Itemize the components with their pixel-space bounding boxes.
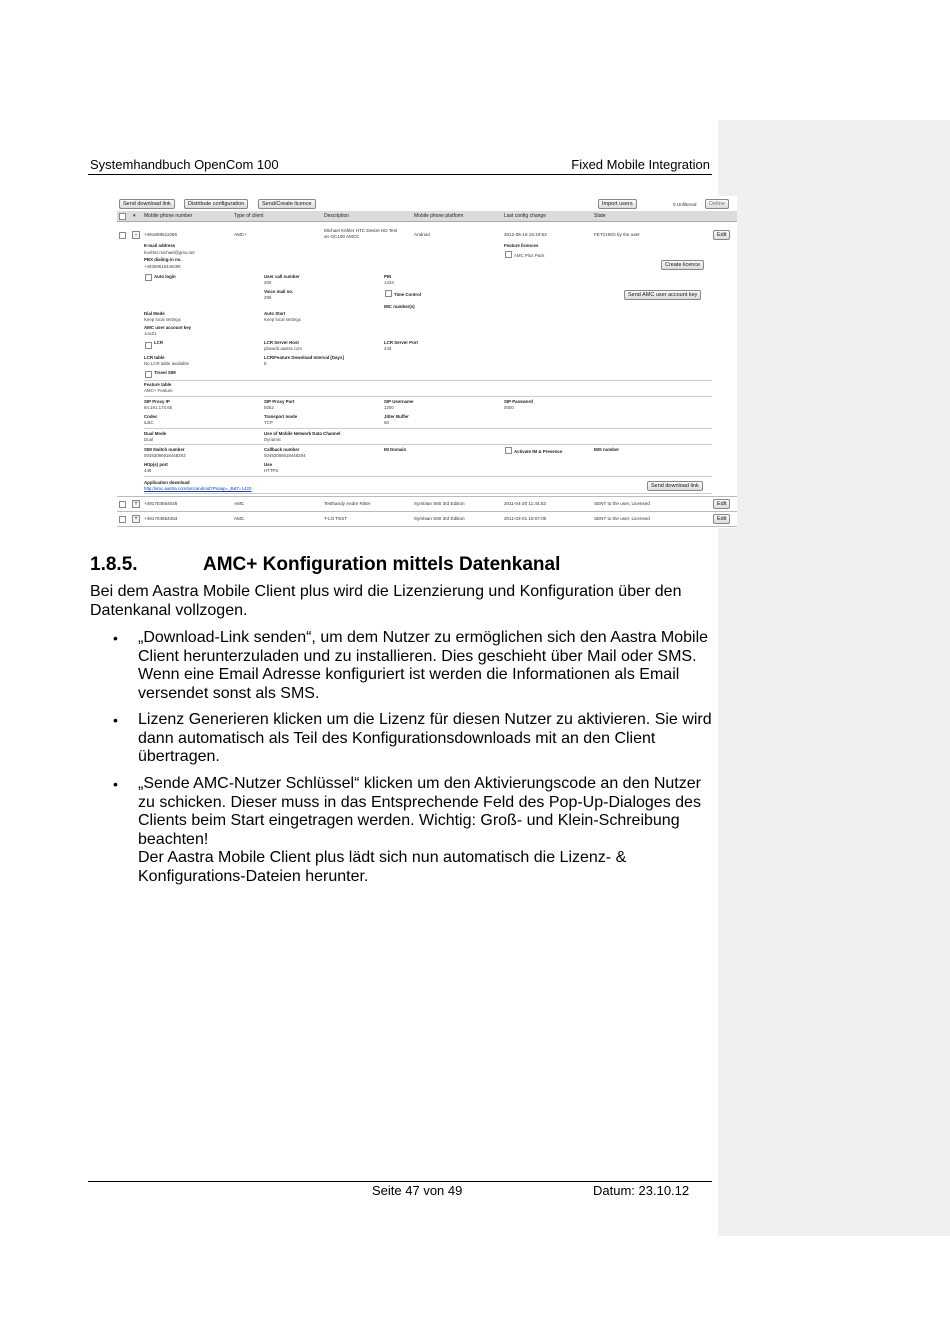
header-rule xyxy=(88,174,712,175)
bullet-icon: • xyxy=(113,776,118,792)
expand-icon[interactable]: + xyxy=(132,500,140,508)
section-title: AMC+ Konfiguration mittels Datenkanal xyxy=(203,554,561,575)
ims-label: IMS number xyxy=(594,447,620,452)
sip-port-label: SIP Proxy Port xyxy=(264,399,295,404)
filter-status: 0 Unfiltered xyxy=(673,202,697,207)
footer-date: Datum: 23.10.12 xyxy=(593,1183,690,1198)
list-item-note: Der Aastra Mobile Client plus lädt sich nun automatisch die Lizenz- & Konfigurations-Dateien herunter. xyxy=(138,849,627,885)
lcr-table-value: No LCR table available xyxy=(144,361,189,366)
amc-key-label: AMC user account key xyxy=(144,325,192,330)
voice-mail-label: Voice mail no. xyxy=(264,289,294,294)
app-download-label: Application download xyxy=(144,480,190,485)
send-download-link-button[interactable]: Send download link xyxy=(647,481,703,491)
feature-licence-checkbox[interactable] xyxy=(505,251,512,258)
https-port-label: Http(s) port xyxy=(144,462,168,467)
sip-pass-label: SIP Password xyxy=(504,399,533,404)
row-divider xyxy=(117,526,737,527)
lcr-checkbox[interactable] xyxy=(145,342,152,349)
cell-state: FETCHED by the user xyxy=(594,232,640,237)
dual-mode-value: Dual xyxy=(144,437,154,442)
jitter-value: 60 xyxy=(384,420,389,425)
divider xyxy=(144,380,712,381)
divider xyxy=(144,493,712,494)
time-control-checkbox[interactable] xyxy=(385,290,392,297)
cell-description: Testhandy Andre Ritter xyxy=(324,501,371,506)
feature-table-value: AMC+ Feature xyxy=(144,388,173,393)
embedded-screenshot xyxy=(117,196,737,528)
define-button[interactable]: Define xyxy=(705,199,729,209)
column-header[interactable]: State xyxy=(594,213,606,219)
send-create-licence-button[interactable]: Send/Create licence xyxy=(258,199,316,209)
use-label: Use xyxy=(264,462,273,467)
divider xyxy=(144,396,712,397)
cell-type: AMC xyxy=(234,516,245,521)
import-users-button[interactable]: Import users xyxy=(598,199,637,209)
feature-licence-value: AMC Plus Pack xyxy=(514,253,545,258)
cell-description: T-LO TEST xyxy=(324,516,348,521)
cell-platform: Symbian S60 3rd Edition xyxy=(414,516,465,521)
cell-state: SENT to the user, Licensed xyxy=(594,501,650,506)
dial-mode-value: Keep local settings xyxy=(144,317,181,322)
user-call-value: 200 xyxy=(264,280,272,285)
callback-value: 00493086918448294 xyxy=(264,453,306,458)
column-header[interactable]: Last config change xyxy=(504,213,546,219)
send-amc-key-button[interactable]: Send AMC user account key xyxy=(624,290,701,300)
expand-column-header: ▾ xyxy=(133,213,136,219)
edit-button[interactable]: Edit xyxy=(713,499,730,509)
feature-licences-label: Feature licences xyxy=(504,243,539,248)
cell-description: Michael Köhler HTC Desire HD Test xyxy=(324,228,398,233)
cell-number: +491704554453 xyxy=(144,516,178,521)
auto-login-checkbox[interactable] xyxy=(145,274,152,281)
time-control-label: Time Control xyxy=(394,292,421,297)
amc-key-value: 1ooZ1 xyxy=(144,331,157,336)
travel-sim-checkbox[interactable] xyxy=(145,371,152,378)
auto-start-label: Auto Start xyxy=(264,311,286,316)
select-all-checkbox[interactable] xyxy=(119,213,126,220)
list-item-text: Lizenz Generieren klicken um die Lizenz für diesen Nutzer zu aktivieren. Sie wird dann automatisch als Teil des Konfigurationsdownloads mit an den Client übertragen. xyxy=(138,711,712,765)
activate-im-label: Activate IM & Presence xyxy=(514,449,563,454)
lcr-port-value: 443 xyxy=(384,346,392,351)
section-number: 1.8.5. xyxy=(90,554,138,575)
row-checkbox[interactable] xyxy=(119,232,126,239)
header-right: Fixed Mobile Integration xyxy=(571,157,710,172)
list-item-text: „Sende AMC-Nutzer Schlüssel“ klicken um den Aktivierungscode an den Nutzer zu schicken. Dieser muss in das Entsprechende Feld des Pop-Up-Dialoges des Clients beim Start eingetragen werden. Wichtig: Groß- und Klein-Schreibung beachten! xyxy=(138,775,701,848)
sip-user-value: 1200 xyxy=(384,405,394,410)
lcr-port-label: LCR Server Port xyxy=(384,340,418,345)
footer-page-number: Seite 47 von 49 xyxy=(372,1183,463,1198)
edit-button[interactable]: Edit xyxy=(713,514,730,524)
lcr-interval-value: 8 xyxy=(264,361,267,366)
cell-number: +491608511065 xyxy=(144,232,177,237)
list-item xyxy=(113,775,718,886)
user-call-label: User call number xyxy=(264,274,300,279)
list-item xyxy=(113,711,718,767)
lcr-table-label: LCR table xyxy=(144,355,165,360)
distribute-configuration-button[interactable]: Distribute configuration xyxy=(184,199,248,209)
mobile-data-label: Use of Mobile Network Data Channel xyxy=(264,431,341,436)
sip-user-label: SIP Username xyxy=(384,399,414,404)
table-header xyxy=(117,211,737,222)
sim-switch-label: SIM Switch number xyxy=(144,447,185,452)
auto-start-value: Keep local settings xyxy=(264,317,301,322)
row-checkbox[interactable] xyxy=(119,516,126,523)
divider xyxy=(144,428,712,429)
cell-last-change: 2011-03-01 15:07:00 xyxy=(504,516,547,521)
pbx-value: +49308618448296 xyxy=(144,264,181,269)
dual-mode-label: Dual Mode xyxy=(144,431,167,436)
cell-last-change: 2011-04-20 11:44:53 xyxy=(504,501,546,506)
cell-number: +491704554046 xyxy=(144,501,178,506)
column-header[interactable]: Mobile phone platform xyxy=(414,213,464,219)
jitter-label: Jitter Buffer xyxy=(384,414,409,419)
bullet-icon: • xyxy=(113,712,118,728)
sim-switch-value: 00493086918448293 xyxy=(144,453,186,458)
transport-label: Transport mode xyxy=(264,414,298,419)
auto-login-label: Auto login xyxy=(154,274,176,279)
column-header[interactable]: Description xyxy=(324,213,350,219)
bullet-icon: • xyxy=(113,630,118,646)
cell-state: SENT to the user, Licensed xyxy=(594,516,650,521)
voice-mail-value: 299 xyxy=(264,295,272,300)
intro-paragraph: Bei dem Aastra Mobile Client plus wird die Lizenzierung und Konfiguration über den Datenkanal vollzogen. xyxy=(90,583,682,619)
cell-type: AMC xyxy=(234,501,245,506)
divider xyxy=(144,444,712,445)
activate-im-checkbox[interactable] xyxy=(505,447,512,454)
cell-description: an OC100 AMCC xyxy=(324,234,360,239)
sip-port-value: 5062 xyxy=(264,405,274,410)
collapse-icon[interactable]: - xyxy=(132,231,140,239)
lcr-interval-label: LCR/Feature Download Interval [Days] xyxy=(264,355,344,360)
pin-label: PIN xyxy=(384,274,392,279)
travel-sim-label: Travel SIM xyxy=(154,370,176,375)
footer-rule xyxy=(88,1181,712,1182)
use-value: HTTPS xyxy=(264,468,279,473)
cell-type: AMC+ xyxy=(234,232,247,237)
edit-button[interactable]: Edit xyxy=(713,230,730,240)
list-item xyxy=(113,629,718,703)
email-value: koehler.michael@gmx.net xyxy=(144,250,195,255)
lcr-label: LCR xyxy=(154,340,164,345)
dial-mode-label: Dial Mode xyxy=(144,311,165,316)
expand-icon[interactable]: + xyxy=(132,515,140,523)
column-header[interactable]: Mobile phone number xyxy=(144,213,193,219)
im-domain-label: IM Domain xyxy=(384,447,407,452)
app-download-link[interactable]: http://amc.aastra.com/amcandroid?Pnaap=_B&T=1420 xyxy=(144,486,252,491)
cell-last-change: 2012-05-18 15:10:53 xyxy=(504,232,547,237)
mobile-data-value: Dynamic xyxy=(264,437,282,442)
column-header[interactable]: Type of client xyxy=(234,213,264,219)
email-label: E-mail address xyxy=(144,243,176,248)
sip-pass-value: 0000 xyxy=(504,405,514,410)
codec-label: Codec xyxy=(144,414,158,419)
lcr-host-value: pbxweb.aastra.com xyxy=(264,346,303,351)
row-divider xyxy=(117,511,737,512)
codec-value: iLBC xyxy=(144,420,154,425)
send-download-link-button[interactable]: Send download link xyxy=(119,199,175,209)
feature-table-label: Feature table xyxy=(144,382,172,387)
mic-label: MIC number(s) xyxy=(384,304,415,309)
cell-platform: Symbian S60 3rd Edition xyxy=(414,501,465,506)
callback-label: Callback number xyxy=(264,447,300,452)
lcr-host-label: LCR Server Host xyxy=(264,340,299,345)
row-divider xyxy=(117,496,737,497)
https-port-value: 446 xyxy=(144,468,152,473)
row-checkbox[interactable] xyxy=(119,501,126,508)
cell-platform: Android xyxy=(414,232,430,237)
divider xyxy=(144,476,712,477)
pin-value: 1234 xyxy=(384,280,394,285)
pbx-label: PBX dialing-in no. xyxy=(144,257,182,262)
comment-margin xyxy=(718,120,950,1236)
sip-ip-label: SIP Proxy IP xyxy=(144,399,170,404)
sip-ip-value: 84.191.174.65 xyxy=(144,405,173,410)
header-left: Systemhandbuch OpenCom 100 xyxy=(90,157,279,172)
list-item-text: „Download-Link senden“, um dem Nutzer zu ermöglichen sich den Aastra Mobile Client herunterzuladen und zu installieren. Dies geschieht über Mail oder SMS. Wenn eine Email Adresse konfiguriert ist werden die Informationen als Email versendet sonst als SMS. xyxy=(138,629,709,702)
create-licence-button[interactable]: Create licence xyxy=(661,260,704,270)
transport-value: TCP xyxy=(264,420,273,425)
